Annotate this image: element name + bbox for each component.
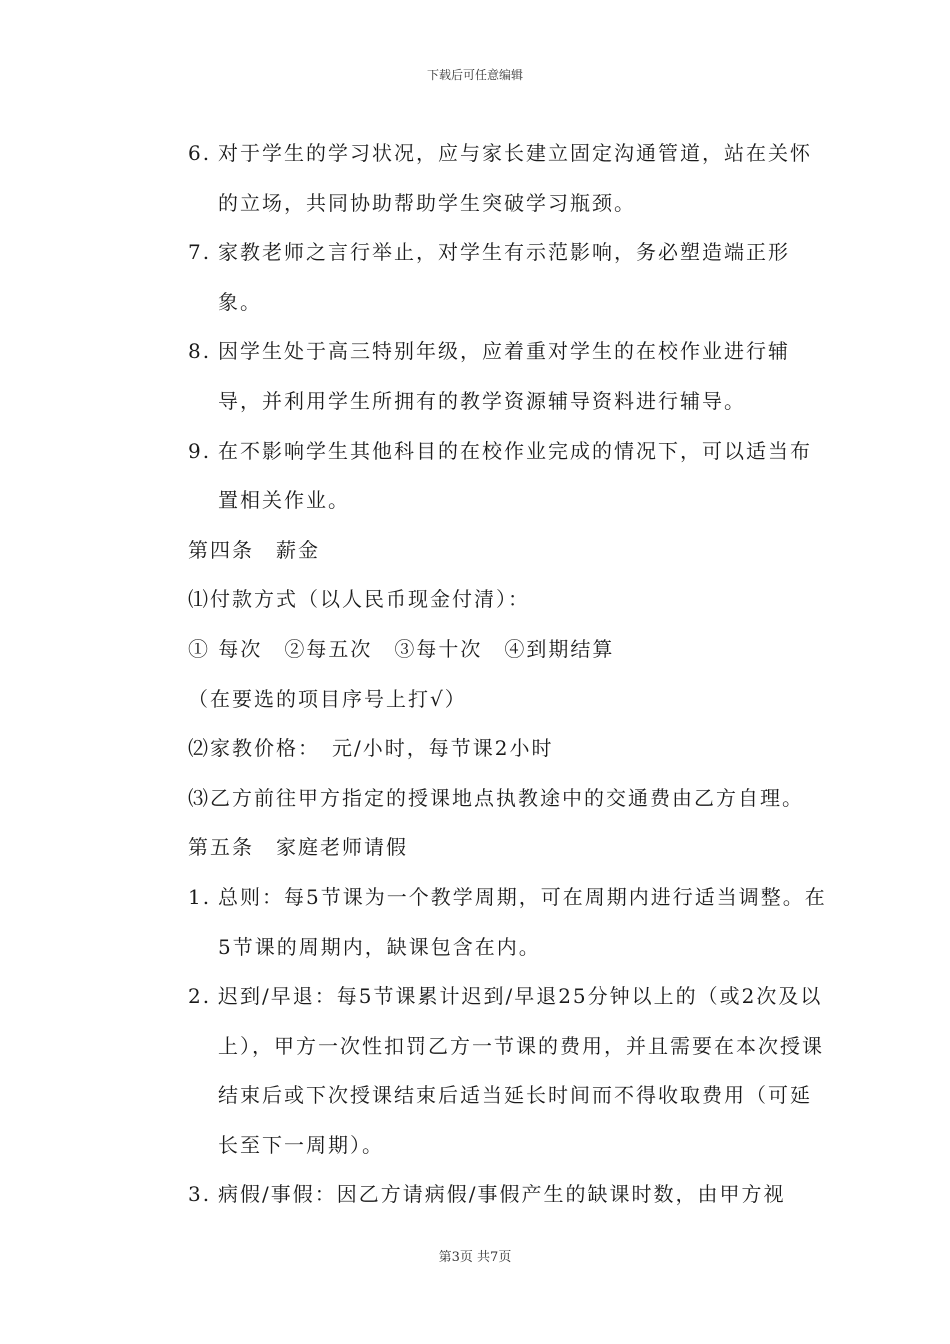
list-item [188,1170,828,1220]
tutoring-price: ⑵家教价格： 元/小时，每节课2小时 [188,736,554,761]
page-header: 下载后可任意编辑 [426,68,523,82]
selection-note: （在要选的项目序号上打√） [188,686,467,711]
document-body [188,129,828,1220]
transport-fee: ⑶乙方前往甲方指定的授课地点执教途中的交通费由乙方自理。 [188,785,804,810]
list-item [188,873,828,972]
item-number: 1. [188,884,212,909]
list-item [188,327,828,426]
page-footer: 第3页 共7页 [438,1250,512,1265]
item-number: 8. [188,339,212,364]
item-number: 9. [188,438,212,463]
item-text: 病假/事假：因乙方请病假/事假产生的缺课时数，由甲方视 [218,1182,786,1207]
list-item [188,427,828,526]
item-number: 2. [188,984,212,1009]
item-text: 总则：每5节课为一个教学周期，可在周期内进行适当调整。在5节课的周期内，缺课包含在内。 [218,884,827,959]
list-item [188,972,828,1170]
payment-options: ① 每次 ②每五次 ③每十次 ④到期结算 [188,636,615,661]
payment-method: ⑴付款方式（以人民币现金付清）： [188,587,530,612]
article-4-title: 第四条 薪金 [188,537,320,562]
item-number: 6. [188,141,212,165]
article-5-title: 第五条 家庭老师请假 [188,835,408,860]
item-number: 3. [188,1182,212,1207]
item-text: 在不影响学生其他科目的在校作业完成的情况下，可以适当布置相关作业。 [218,438,812,513]
item-text: 家教老师之言行举止，对学生有示范影响，务必塑造端正形象。 [218,240,790,314]
item-text: 迟到/早退：每5节课累计迟到/早退25分钟以上的（或2次及以上），甲方一次性扣罚乙方一节课的费用，并且需要在本次授课结束后或下次授课结束后适当延长时间而不得收取费用（可延长至下一周期）。 [218,984,824,1157]
list-item [188,228,828,327]
item-text: 因学生处于高三特别年级，应着重对学生的在校作业进行辅导，并利用学生所拥有的教学资源辅导资料进行辅导。 [218,339,790,413]
list-item [188,129,828,228]
item-text: 对于学生的学习状况，应与家长建立固定沟通管道，站在关怀的立场，共同协助帮助学生突破学习瓶颈。 [218,141,812,215]
item-number: 7. [188,240,212,265]
